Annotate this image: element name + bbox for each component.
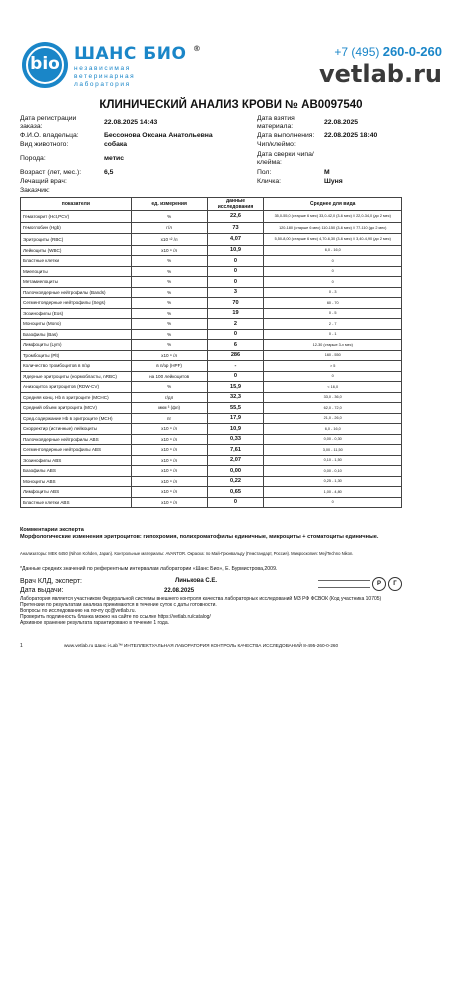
client-label: Заказчик:	[20, 187, 50, 194]
unit-cell: x10 ⁹ /л	[131, 245, 207, 256]
unit-cell: %	[131, 298, 207, 309]
owner-value: Бессонова Оксана Анатольевна	[104, 132, 213, 139]
reference-cell: 60 - 70	[264, 298, 402, 309]
legal-line-4: Проверить подлинность бланка можно на сайте по ссылке https://vetlab.ru/catalog/	[20, 614, 211, 620]
reg-date-value: 22.08.2025 14:43	[104, 119, 158, 126]
table-row	[21, 234, 402, 246]
result-cell: 10,9	[207, 424, 264, 435]
legal-line-2: Претензии по результатам анализа принимаются в течение суток с даты готовности.	[20, 602, 217, 608]
legal-line-5: Архивное хранение результата гарантировано в течение 1 года.	[20, 620, 169, 626]
morphology-comment: Морфологические изменения эритроцитов: гипохромия, полихроматофилы единичные, микроциты + стоматоциты единичные.	[20, 534, 379, 540]
result-cell: 10,9	[207, 245, 264, 256]
reference-cell: 0,10 - 1,50	[264, 455, 402, 466]
table-row	[21, 434, 402, 445]
result-cell: 17,9	[207, 413, 264, 424]
reference-note: *Данные средних значений по референтным интервалам лаборатории «Шанс Био», Е. Бурмистрова,2009.	[20, 566, 278, 572]
reference-cell: 5,50-8,00 (старше 6 мес) 4,70-6,30 (3-6 мес) // 3,40-4,90 (до 2 мес)	[264, 234, 402, 246]
indicator-cell: Сегментоядерные нейтрофилы ABS	[21, 445, 132, 456]
reference-cell: 0	[264, 256, 402, 267]
table-row	[21, 371, 402, 382]
phone-number: 260-0-260	[382, 44, 442, 59]
seal-icon: Р	[372, 577, 386, 591]
reference-cell: 0,00 - 0,10	[264, 466, 402, 477]
table-row	[21, 455, 402, 466]
col-header-result: данные исследования	[207, 198, 264, 211]
indicator-cell: Метамиелоциты	[21, 277, 132, 288]
table-row	[21, 222, 402, 234]
done-date-value: 22.08.2025 18:40	[324, 132, 378, 139]
issue-date-value: 22.08.2025	[164, 588, 195, 594]
unit-cell: x10 ⁹ /л	[131, 350, 207, 361]
result-cell: 70	[207, 298, 264, 309]
reference-cell: 0	[264, 277, 402, 288]
indicator-cell: Палочкоядерные нейтрофилы ABS	[21, 434, 132, 445]
unit-cell: %	[131, 256, 207, 267]
table-row	[21, 382, 402, 393]
indicator-cell: Количество тромбоцитов в п/зр	[21, 361, 132, 372]
table-row	[21, 211, 402, 223]
reference-cell: 0	[264, 266, 402, 277]
unit-cell: в п/зр (HPF)	[131, 361, 207, 372]
table-row	[21, 340, 402, 351]
lab-logo	[22, 42, 68, 88]
table-row	[21, 329, 402, 340]
age-value: 6,5	[104, 169, 114, 176]
unit-cell: x10 ⁹ /л	[131, 445, 207, 456]
table-row	[21, 245, 402, 256]
col-header-unit: ед. измерения	[131, 198, 207, 211]
legal-line-1: Лаборатория является участником Федеральной системы внешнего контроля качества лабораторных исследований МЗ РФ ФСВОК (Код участника 10705)	[20, 596, 382, 602]
unit-cell: x10 ⁹ /л	[131, 476, 207, 487]
reference-cell: 0,00 - 0,30	[264, 434, 402, 445]
analyzers-note: Анализаторы: MEK 6450 (Nihon Kohden, Japan). Контрольные материалы: AVANTOR. Окраска: по Май-Грюнвальду (Гемстандарт, Россия). Микроскопия: Mej/Techno Nikon.	[20, 551, 354, 556]
chip-label: Чип/клеймо:	[257, 141, 296, 148]
lab-phone[interactable]	[334, 44, 442, 59]
result-cell: 3	[207, 287, 264, 298]
indicator-cell: Бластные клетки ABS	[21, 497, 132, 508]
unit-cell: x10 ⁹ /л	[131, 466, 207, 477]
indicator-cell: Эозинофилы (Eos)	[21, 308, 132, 319]
indicator-cell: Гематокрит (Hct,PCV)	[21, 211, 132, 223]
brand-subtitle: независимая ветеринарная лаборатория	[74, 65, 136, 88]
result-cell: 0,22	[207, 476, 264, 487]
indicator-cell: Анизоцитоз эритроцитов (RDW-CV)	[21, 382, 132, 393]
sex-value: М	[324, 169, 330, 176]
unit-cell: x10 ⁹ /л	[131, 455, 207, 466]
table-row	[21, 361, 402, 372]
sample-date-label: Дата взятия материала:	[257, 115, 295, 130]
indicator-cell: Ядерные эритроциты (нормобласты, nRBC)	[21, 371, 132, 382]
reference-cell: 6,0 - 16,0	[264, 424, 402, 435]
issue-date-label: Дата выдачи:	[20, 587, 64, 594]
table-row	[21, 413, 402, 424]
reference-cell: 35,0-55,0 (старше 6 мес) 33,0-42,0 (3-6 мес) // 22,0-34,0 (до 2 мес)	[264, 211, 402, 223]
table-row	[21, 445, 402, 456]
indicator-cell: Лимфоциты ABS	[21, 487, 132, 498]
expert-label: Врач КЛД, эксперт:	[20, 578, 82, 585]
species-label: Вид животного:	[20, 141, 69, 148]
reference-cell: 0 - 3	[264, 287, 402, 298]
reference-cell: > 5	[264, 361, 402, 372]
indicator-cell: Эозинофилы ABS	[21, 455, 132, 466]
indicator-cell: Скорректир (истинные) лейкоциты	[21, 424, 132, 435]
unit-cell: %	[131, 211, 207, 223]
indicator-cell: Палочкоядерные нейтрофилы (Bands)	[21, 287, 132, 298]
unit-cell: x10 ⁹ /л	[131, 434, 207, 445]
report-header	[20, 40, 442, 96]
nick-value: Шуня	[324, 178, 343, 185]
reference-cell: 0,25 - 1,30	[264, 476, 402, 487]
reference-cell: 12-30 (старше 3-х мес)	[264, 340, 402, 351]
unit-cell: x10 ⁹ /л	[131, 424, 207, 435]
indicator-cell: Моноциты ABS	[21, 476, 132, 487]
sex-label: Пол:	[257, 169, 272, 176]
expert-comments-title: Комментарии эксперта	[20, 527, 84, 533]
indicator-cell: Моноциты (Mono)	[21, 319, 132, 330]
result-cell: 0,33	[207, 434, 264, 445]
indicator-cell: Лейкоциты (WBC)	[21, 245, 132, 256]
breed-value: метис	[104, 155, 125, 162]
result-cell: 2,07	[207, 455, 264, 466]
legal-info	[20, 596, 410, 626]
result-cell: 4,07	[207, 234, 264, 246]
table-row	[21, 350, 402, 361]
table-row	[21, 287, 402, 298]
unit-cell: пг	[131, 413, 207, 424]
indicator-cell: Эритроциты (RBC)	[21, 234, 132, 246]
indicator-cell: Сред.содержание Hb в эритроците (MCH)	[21, 413, 132, 424]
reference-cell: 62,0 - 72,0	[264, 403, 402, 414]
reference-cell: 3,00 - 11,50	[264, 445, 402, 456]
reference-cell: 0	[264, 371, 402, 382]
indicator-cell: Лимфоциты (Lym)	[21, 340, 132, 351]
table-row	[21, 308, 402, 319]
indicator-cell: Базофилы (Bas)	[21, 329, 132, 340]
unit-cell: %	[131, 382, 207, 393]
unit-cell: x10 ⁹ /л	[131, 487, 207, 498]
chip-check-label: Дата сверки чипа/клейма:	[257, 151, 314, 166]
indicator-cell: Средний объем эритроцита (MCV)	[21, 403, 132, 414]
result-cell: 2	[207, 319, 264, 330]
unit-cell: на 100 лейкоцитов	[131, 371, 207, 382]
result-cell: 0	[207, 497, 264, 508]
legal-line-3: Вопросы по исследованию на почту qc@vetlab.ru.	[20, 608, 136, 614]
nick-label: Кличка:	[257, 178, 282, 185]
result-cell: 22,6	[207, 211, 264, 223]
unit-cell: %	[131, 319, 207, 330]
result-cell: 73	[207, 222, 264, 234]
reference-cell: 33,0 - 36,0	[264, 392, 402, 403]
registered-mark: ®	[192, 44, 202, 53]
brand-text: ШАНС БИО	[74, 44, 187, 64]
reference-cell: 0	[264, 497, 402, 508]
expert-name: Линькова С.Е.	[175, 578, 218, 584]
species-value: собака	[104, 141, 128, 148]
col-header-reference: Среднее для вида	[264, 198, 402, 211]
result-cell: 0	[207, 256, 264, 267]
result-cell: 0	[207, 329, 264, 340]
result-cell: 55,5	[207, 403, 264, 414]
unit-cell: г/дл	[131, 392, 207, 403]
reference-cell: 21,0 - 26,0	[264, 413, 402, 424]
unit-cell: %	[131, 277, 207, 288]
unit-cell: %	[131, 308, 207, 319]
reference-cell: 6,0 - 16,0	[264, 245, 402, 256]
reference-cell: 0 - 5	[264, 308, 402, 319]
done-date-label: Дата выполнения:	[257, 132, 315, 139]
phone-prefix: +7 (495)	[334, 45, 380, 59]
result-cell: 32,3	[207, 392, 264, 403]
unit-cell: мкм ³ (фл)	[131, 403, 207, 414]
result-cell: 0,65	[207, 487, 264, 498]
result-cell: 0	[207, 371, 264, 382]
result-cell: 286	[207, 350, 264, 361]
table-row	[21, 266, 402, 277]
result-cell: 6	[207, 340, 264, 351]
lab-site[interactable]: vetlab.ru	[318, 60, 442, 88]
table-header-row	[21, 198, 402, 211]
unit-cell: %	[131, 340, 207, 351]
table-row	[21, 487, 402, 498]
logo-text: bio	[30, 54, 60, 74]
result-cell: 0,00	[207, 466, 264, 477]
reference-cell: 120-180 (старше 6 мес) 110-150 (3-6 мес) // 77-110 (до 2 мес)	[264, 222, 402, 234]
owner-label: Ф.И.О. владельца:	[20, 132, 79, 139]
reference-cell: 2 - 7	[264, 319, 402, 330]
result-cell: 0	[207, 277, 264, 288]
table-row	[21, 392, 402, 403]
result-cell: 7,61	[207, 445, 264, 456]
report-title: КЛИНИЧЕСКИЙ АНАЛИЗ КРОВИ № AB0097540	[99, 99, 363, 111]
unit-cell: %	[131, 329, 207, 340]
stamp-graphic	[318, 580, 370, 588]
unit-cell: г/л	[131, 222, 207, 234]
indicator-cell: Бластные клетки	[21, 256, 132, 267]
seal-icon: Г	[388, 577, 402, 591]
table-row	[21, 319, 402, 330]
table-row	[21, 277, 402, 288]
page-number: 1	[20, 643, 23, 649]
result-cell: -	[207, 361, 264, 372]
unit-cell: %	[131, 287, 207, 298]
reg-date-label: Дата регистрации заказа:	[20, 115, 77, 130]
unit-cell: x10 ¹² /л	[131, 234, 207, 246]
indicator-cell: Тромбоциты (Plt)	[21, 350, 132, 361]
table-row	[21, 298, 402, 309]
results-table	[20, 197, 402, 508]
result-cell: 15,9	[207, 382, 264, 393]
table-row	[21, 424, 402, 435]
table-row	[21, 256, 402, 267]
result-cell: 19	[207, 308, 264, 319]
table-row	[21, 476, 402, 487]
table-row	[21, 497, 402, 508]
indicator-cell: Средняя конц. Hb в эритроците (MCHC)	[21, 392, 132, 403]
vet-label: Лечащий врач:	[20, 178, 67, 185]
reference-cell: 0 - 1	[264, 329, 402, 340]
indicator-cell: Сегментоядерные нейтрофилы (Segs)	[21, 298, 132, 309]
table-row	[21, 403, 402, 414]
sample-date-value: 22.08.2025	[324, 119, 359, 126]
breed-label: Порода:	[20, 155, 46, 162]
brand-name	[74, 44, 201, 64]
age-label: Возраст (лет, мес.):	[20, 169, 82, 176]
indicator-cell: Гемоглобин (Hgb)	[21, 222, 132, 234]
unit-cell: x10 ⁹ /л	[131, 497, 207, 508]
indicator-cell: Базофилы ABS	[21, 466, 132, 477]
reference-cell: 160 - 550	[264, 350, 402, 361]
unit-cell: %	[131, 266, 207, 277]
table-row	[21, 466, 402, 477]
reference-cell: 1,00 - 4,80	[264, 487, 402, 498]
result-cell: 0	[207, 266, 264, 277]
reference-cell: < 16,0	[264, 382, 402, 393]
col-header-indicator: показатели	[21, 198, 132, 211]
indicator-cell: Миелоциты	[21, 266, 132, 277]
page-footer: www.vetlab.ru Шанс i-Lab™ ИНТЕЛЛЕКТУАЛЬНАЯ ЛАБОРАТОРИЯ КОНТРОЛЬ КАЧЕСТВА ИССЛЕДОВАНИЙ 8-495-260-0-260	[64, 643, 339, 648]
